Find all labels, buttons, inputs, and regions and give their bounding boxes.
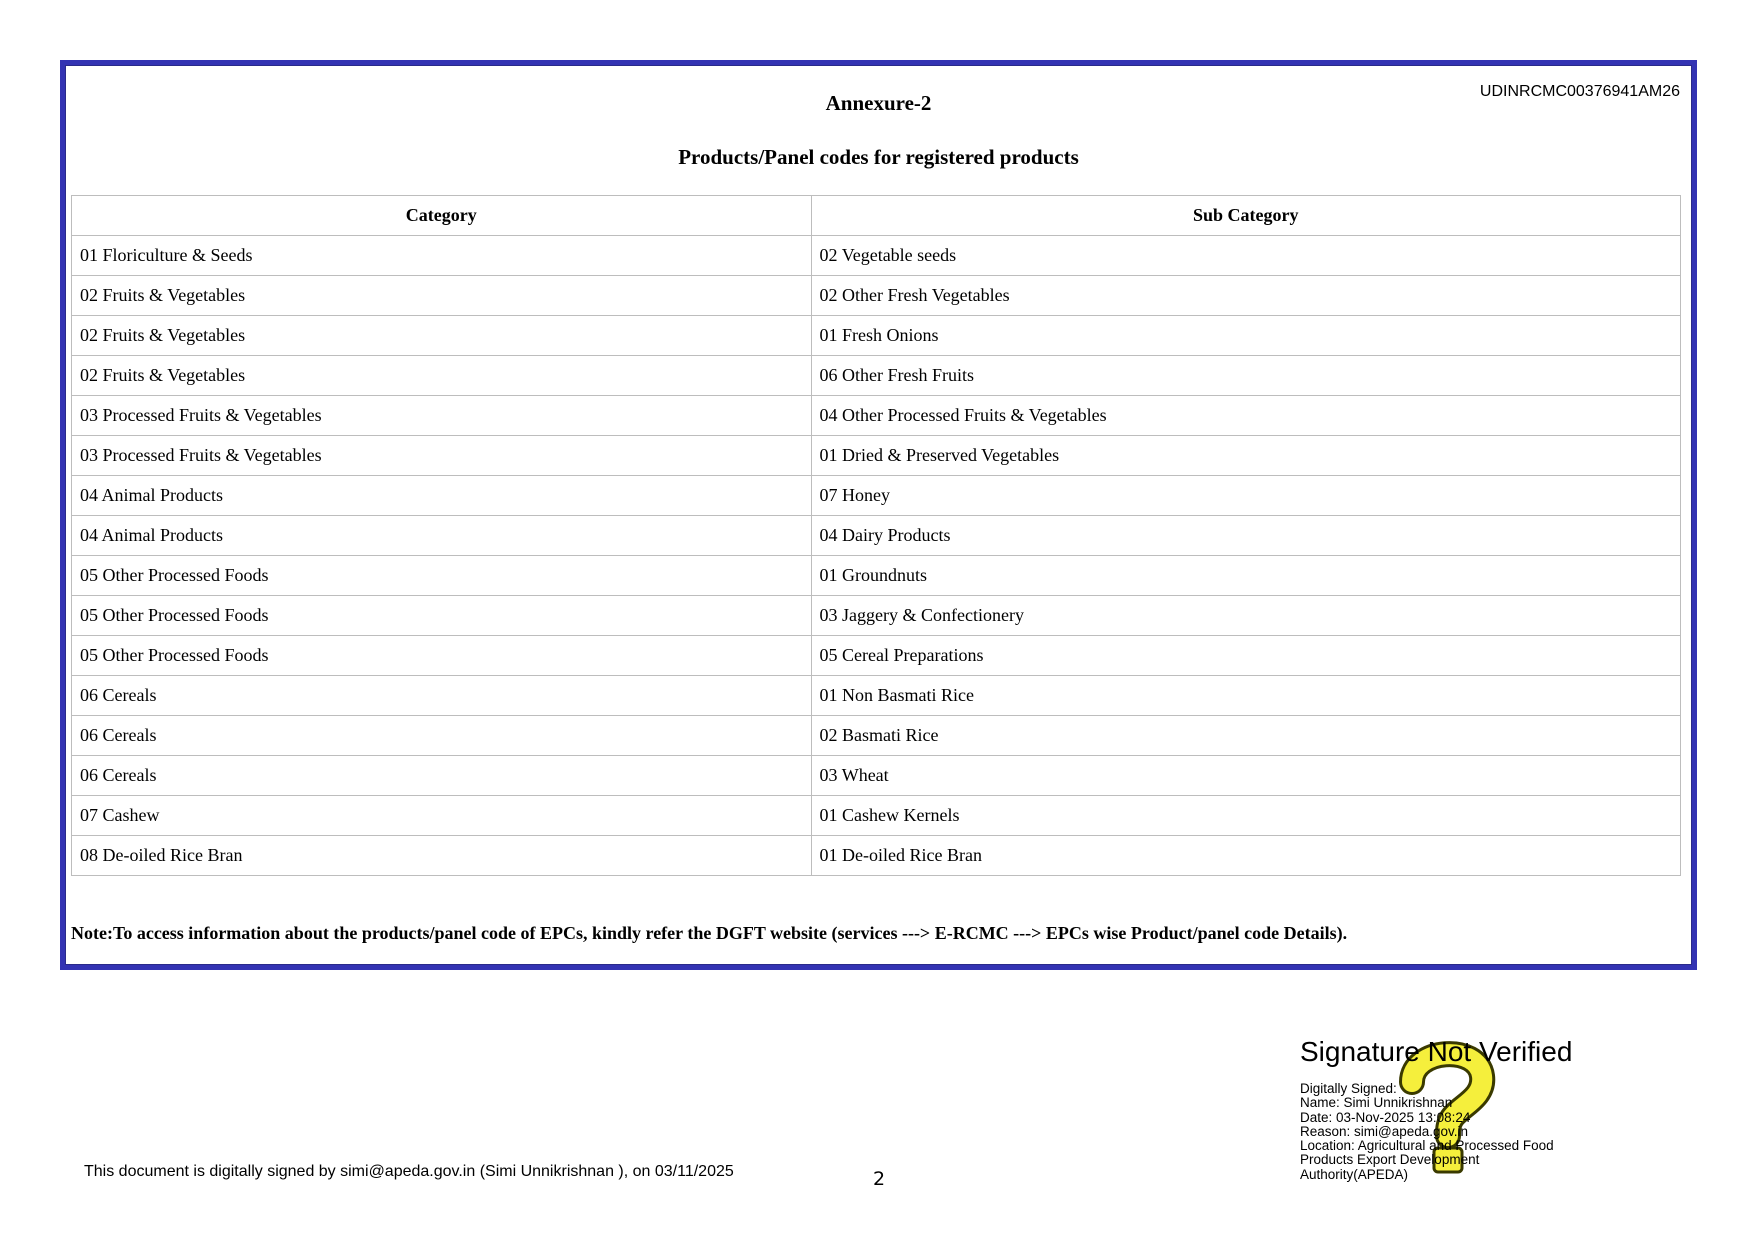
signature-line: Date: 03-Nov-2025 13:08:24: [1300, 1109, 1471, 1125]
sub-category-cell: 01 Groundnuts: [811, 556, 1680, 596]
category-cell: 02 Fruits & Vegetables: [72, 356, 812, 396]
signature-line: Products Export Development: [1300, 1152, 1480, 1168]
category-cell: 06 Cereals: [72, 756, 812, 796]
signature-line: Authority(APEDA): [1300, 1166, 1409, 1182]
signature-status: Signature Not Verified: [1300, 1036, 1573, 1067]
sub-category-cell: 02 Vegetable seeds: [811, 236, 1680, 276]
table-row: [72, 836, 1681, 876]
signature-line: Location: Agricultural and Processed Food: [1300, 1138, 1554, 1154]
page-subtitle: Products/Panel codes for registered products: [678, 145, 1079, 169]
table-row: [72, 276, 1681, 316]
table-row: [72, 636, 1681, 676]
sub-category-cell: 01 Fresh Onions: [811, 316, 1680, 356]
table-row: [72, 556, 1681, 596]
table-row: [72, 356, 1681, 396]
table-body: [72, 236, 1681, 876]
category-cell: 05 Other Processed Foods: [72, 556, 812, 596]
signature-line: Reason: simi@apeda.gov.in: [1300, 1123, 1469, 1139]
category-cell: 06 Cereals: [72, 716, 812, 756]
sub-category-cell: 05 Cereal Preparations: [811, 636, 1680, 676]
signature-line: Name: Simi Unnikrishnan: [1300, 1095, 1453, 1111]
sub-category-cell: 01 Non Basmati Rice: [811, 676, 1680, 716]
category-cell: 02 Fruits & Vegetables: [72, 276, 812, 316]
table-row: [72, 676, 1681, 716]
category-cell: 07 Cashew: [72, 796, 812, 836]
table-row: [72, 796, 1681, 836]
sub-category-cell: 03 Jaggery & Confectionery: [811, 596, 1680, 636]
digital-signature-footer: This document is digitally signed by simi@apeda.gov.in (Simi Unnikrishnan ), on 03/11/2025: [84, 1163, 734, 1180]
sub-category-cell: 06 Other Fresh Fruits: [811, 356, 1680, 396]
category-cell: 03 Processed Fruits & Vegetables: [72, 436, 812, 476]
table-row: [72, 596, 1681, 636]
category-cell: 02 Fruits & Vegetables: [72, 316, 812, 356]
dgft-note: Note:To access information about the products/panel code of EPCs, kindly refer the DGFT website (services ---> E-RCMC ---> EPCs wise Product/panel code Details).: [71, 923, 1348, 943]
sub-category-cell: 02 Other Fresh Vegetables: [811, 276, 1680, 316]
sub-category-cell: 07 Honey: [811, 476, 1680, 516]
category-cell: 08 De-oiled Rice Bran: [72, 836, 812, 876]
signature-details: [1300, 1082, 1554, 1182]
table-row: [72, 316, 1681, 356]
signature-block: [1300, 1036, 1630, 1186]
sub-category-cell: 01 De-oiled Rice Bran: [811, 836, 1680, 876]
table-row: [72, 516, 1681, 556]
table-row: [72, 716, 1681, 756]
page-number: 2: [873, 1168, 886, 1190]
table-row: [72, 396, 1681, 436]
sub-category-cell: 01 Dried & Preserved Vegetables: [811, 436, 1680, 476]
table-row: [72, 756, 1681, 796]
sub-category-cell: 03 Wheat: [811, 756, 1680, 796]
category-cell: 03 Processed Fruits & Vegetables: [72, 396, 812, 436]
category-cell: 05 Other Processed Foods: [72, 596, 812, 636]
sub-category-cell: 04 Dairy Products: [811, 516, 1680, 556]
signature-line: Digitally Signed:: [1300, 1081, 1397, 1096]
category-cell: 01 Floriculture & Seeds: [72, 236, 812, 276]
annexure-frame: [60, 60, 1697, 970]
product-codes-table: [71, 195, 1681, 876]
column-header-sub-category: Sub Category: [811, 196, 1680, 236]
table-row: [72, 436, 1681, 476]
page-title: Annexure-2: [825, 91, 932, 115]
table-header-row: [72, 196, 1681, 236]
category-cell: 05 Other Processed Foods: [72, 636, 812, 676]
sub-category-cell: 02 Basmati Rice: [811, 716, 1680, 756]
category-cell: 06 Cereals: [72, 676, 812, 716]
sub-category-cell: 04 Other Processed Fruits & Vegetables: [811, 396, 1680, 436]
udin-code: UDINRCMC00376941AM26: [1479, 83, 1680, 100]
category-cell: 04 Animal Products: [72, 476, 812, 516]
table-row: [72, 476, 1681, 516]
column-header-category: Category: [72, 196, 812, 236]
table-row: [72, 236, 1681, 276]
sub-category-cell: 01 Cashew Kernels: [811, 796, 1680, 836]
category-cell: 04 Animal Products: [72, 516, 812, 556]
